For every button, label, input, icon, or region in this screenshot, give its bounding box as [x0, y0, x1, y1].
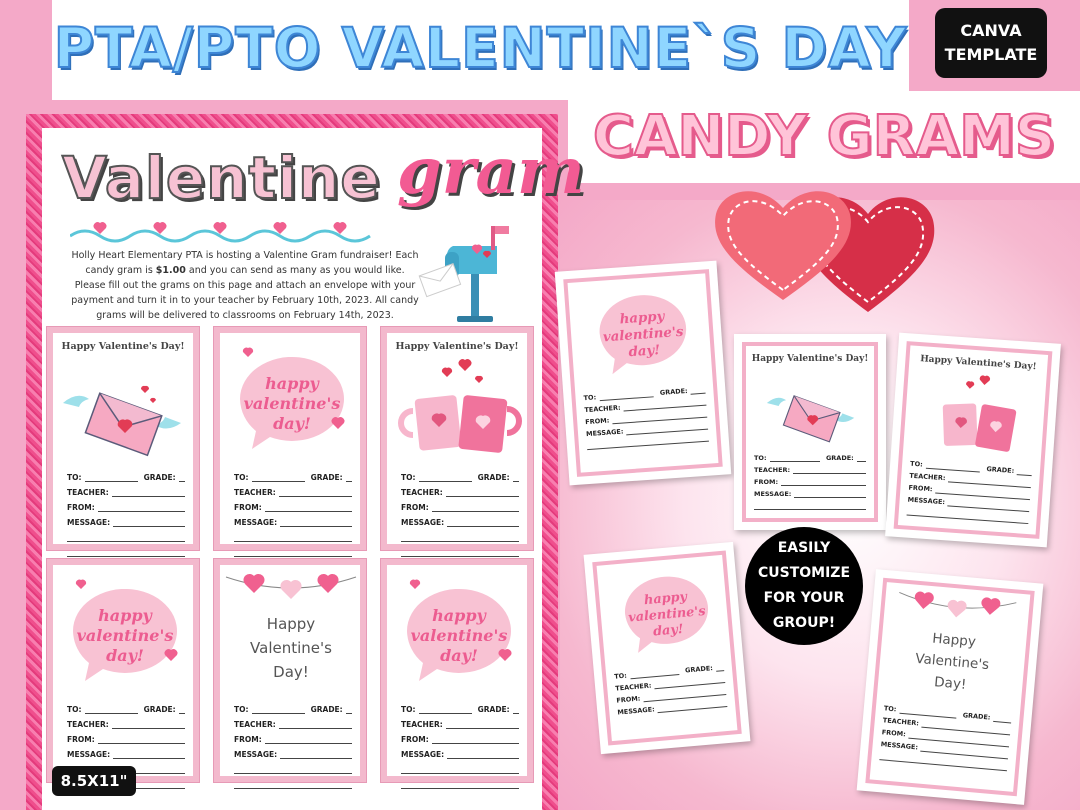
card-form [583, 382, 709, 450]
to-field[interactable] [85, 705, 138, 714]
card-form [401, 467, 519, 557]
to-label: TO: [909, 459, 924, 469]
speech-bubble-icon [220, 341, 362, 461]
teacher-label: TEACHER: [234, 488, 276, 497]
grade-label: GRADE: [477, 705, 510, 714]
customize-badge [745, 527, 863, 645]
message-field[interactable] [447, 750, 519, 759]
bubble-line-3: day! [273, 414, 311, 433]
message-label: MESSAGE: [234, 518, 278, 527]
to-field[interactable] [419, 473, 472, 482]
message-label: MESSAGE: [585, 427, 624, 439]
from-field[interactable] [432, 735, 519, 744]
grade-field[interactable] [179, 473, 185, 482]
grade-field[interactable] [993, 715, 1012, 724]
badge-line-1: CANVA [960, 21, 1022, 40]
grade-field[interactable] [346, 473, 352, 482]
speech-bubble-icon [53, 573, 195, 693]
customize-line-2: CUSTOMIZE [757, 565, 851, 581]
to-field[interactable] [419, 705, 472, 714]
gram-card-bubble [380, 558, 534, 783]
message-label: MESSAGE: [67, 518, 111, 527]
message-field[interactable] [794, 491, 866, 498]
grade-label: GRADE: [310, 705, 343, 714]
grade-label: GRADE: [825, 454, 854, 462]
card-form [67, 467, 185, 557]
teacher-field[interactable] [793, 467, 866, 474]
speech-bubble-icon [601, 559, 731, 665]
teacher-label: TEACHER: [882, 716, 920, 728]
card-form [614, 659, 728, 716]
teacher-label: TEACHER: [234, 720, 276, 729]
speech-bubble-icon [387, 573, 529, 693]
message-label: MESSAGE: [880, 740, 919, 752]
bubble-line-1: happy [432, 606, 486, 625]
card-title: Happy Valentine's Day! [61, 341, 185, 352]
hearts-wave-icon [70, 216, 380, 244]
preview-card-mugs [885, 333, 1061, 548]
coffee-mugs-icon [913, 366, 1041, 460]
bubble-line-3: day! [652, 621, 685, 640]
grade-field[interactable] [513, 705, 519, 714]
bubble-line-2: valentine's [627, 603, 707, 626]
love-letter-icon [756, 366, 868, 446]
bubble-line-1: happy [98, 606, 152, 625]
from-field[interactable] [265, 735, 352, 744]
card-form [754, 450, 866, 510]
bubble-line-2: valentine's [602, 323, 684, 346]
message-line[interactable] [401, 548, 519, 557]
grade-field[interactable] [716, 664, 725, 672]
bubble-line-1: happy [619, 308, 665, 328]
message-line[interactable] [234, 548, 352, 557]
bubble-line-2: valentine's [410, 626, 508, 645]
from-field[interactable] [781, 479, 866, 486]
teacher-field[interactable] [446, 488, 519, 497]
card-title: Happy Valentine's Day! [919, 354, 1037, 373]
message-line[interactable] [234, 765, 352, 774]
card-title: Happy Valentine's Day! [751, 354, 869, 364]
bubble-line-2: valentine's [76, 626, 174, 645]
customize-line-4: GROUP! [772, 615, 836, 631]
flyer-title-valentine: Valentine [62, 144, 381, 212]
message-field[interactable] [280, 518, 352, 527]
message-line[interactable] [401, 533, 519, 542]
banner-line-2: Valentine's [914, 650, 990, 674]
teacher-label: TEACHER: [67, 488, 109, 497]
message-field[interactable] [113, 750, 185, 759]
grade-label: GRADE: [143, 705, 176, 714]
from-field[interactable] [432, 503, 519, 512]
grade-field[interactable] [346, 705, 352, 714]
from-field[interactable] [265, 503, 352, 512]
from-label: FROM: [67, 735, 95, 744]
preview-card-bubble [584, 542, 751, 754]
flyer-content [42, 128, 585, 810]
teacher-field[interactable] [446, 720, 519, 729]
grade-field[interactable] [179, 705, 185, 714]
flyer-title-gram: gram [397, 134, 585, 209]
coffee-mugs-icon [387, 353, 529, 461]
to-label: TO: [234, 705, 249, 714]
to-label: TO: [401, 705, 416, 714]
grade-label: GRADE: [143, 473, 176, 482]
message-label: MESSAGE: [617, 705, 656, 717]
banner-line-3: Day! [933, 674, 968, 693]
to-label: TO: [613, 671, 628, 681]
title-banner [52, 0, 909, 100]
bubble-line-3: day! [106, 646, 144, 665]
message-line[interactable] [907, 509, 1029, 524]
to-label: TO: [883, 704, 897, 714]
card-form [234, 699, 352, 789]
message-label: MESSAGE: [67, 750, 111, 759]
bubble-line-2: valentine's [243, 394, 341, 413]
teacher-label: TEACHER: [754, 466, 791, 474]
bubble-line-1: happy [643, 589, 688, 609]
teacher-field[interactable] [112, 488, 185, 497]
from-label: FROM: [881, 728, 907, 739]
from-label: FROM: [585, 416, 610, 427]
message-label: MESSAGE: [234, 750, 278, 759]
subtitle: CANDY GRAMS [592, 104, 1056, 169]
to-field[interactable] [252, 473, 305, 482]
bubble-line-3: day! [628, 342, 661, 361]
grade-label: GRADE: [986, 465, 1015, 475]
message-line[interactable] [234, 780, 352, 789]
to-label: TO: [754, 454, 767, 462]
speech-bubble-icon [574, 278, 711, 387]
to-label: TO: [234, 473, 249, 482]
customize-line-1: EASILY [777, 540, 831, 556]
message-field[interactable] [657, 700, 727, 713]
from-label: FROM: [754, 478, 779, 486]
to-label: TO: [67, 473, 82, 482]
card-form [401, 699, 519, 789]
from-field[interactable] [98, 735, 185, 744]
intro-price: $1.00 [155, 265, 186, 276]
banner-line-1: Happy [931, 630, 977, 651]
from-label: FROM: [234, 735, 262, 744]
mailbox-icon [417, 208, 527, 328]
from-label: FROM: [401, 503, 429, 512]
teacher-label: TEACHER: [401, 488, 443, 497]
grade-field[interactable] [513, 473, 519, 482]
intro-part-1: Holly Heart Elementary PTA is hosting a Valentine Gram fundraiser! Each candy gram is [71, 250, 419, 276]
from-label: FROM: [401, 735, 429, 744]
grade-label: GRADE: [310, 473, 343, 482]
card-form [907, 456, 1033, 524]
grade-label: GRADE: [684, 664, 714, 675]
message-label: MESSAGE: [401, 750, 445, 759]
gram-card-bubble [213, 326, 367, 551]
message-line[interactable] [401, 780, 519, 789]
message-field[interactable] [280, 750, 352, 759]
teacher-label: TEACHER: [909, 471, 946, 483]
gram-card-envelope [46, 326, 200, 551]
message-field[interactable] [113, 518, 185, 527]
banner-line-3: Day! [273, 663, 309, 681]
subtitle-banner [568, 91, 1080, 183]
gram-card-mugs [380, 326, 534, 551]
message-line[interactable] [234, 533, 352, 542]
teacher-label: TEACHER: [401, 720, 443, 729]
heart-banner-icon [220, 569, 362, 693]
grade-label: GRADE: [477, 473, 510, 482]
grade-field[interactable] [690, 387, 705, 395]
canva-template-badge [935, 8, 1047, 78]
teacher-label: TEACHER: [584, 403, 621, 415]
big-hearts-icon [708, 180, 978, 320]
from-label: FROM: [234, 503, 262, 512]
to-field[interactable] [770, 455, 820, 462]
from-label: FROM: [67, 503, 95, 512]
card-form [234, 467, 352, 557]
card-form [879, 700, 1012, 771]
message-line[interactable] [67, 533, 185, 542]
bubble-line-3: day! [440, 646, 478, 665]
message-label: MESSAGE: [401, 518, 445, 527]
teacher-label: TEACHER: [614, 681, 652, 693]
message-line[interactable] [587, 435, 709, 450]
main-title: PTA/PTO VALENTINE`S DAY [53, 16, 908, 80]
message-line[interactable] [67, 548, 185, 557]
flyer-sheet [26, 114, 585, 810]
to-label: TO: [401, 473, 416, 482]
from-label: FROM: [616, 694, 641, 705]
to-label: TO: [67, 705, 82, 714]
gram-card-banner [213, 558, 367, 783]
badge-line-2: TEMPLATE [944, 45, 1038, 64]
customize-line-3: FOR YOUR [763, 590, 845, 606]
intro-part-2: and you can send as many as you would like. Please fill out the grams on this page and attach an envelope with your payment and turn it in to your teacher by February 10th, 2023. All candy grams will be delivered to classrooms on February 14th, 2023. [71, 265, 419, 321]
message-label: MESSAGE: [754, 490, 792, 498]
from-label: FROM: [908, 483, 933, 494]
message-line[interactable] [401, 765, 519, 774]
paper-size-badge: 8.5X11" [52, 766, 136, 796]
teacher-field[interactable] [112, 720, 185, 729]
teacher-field[interactable] [279, 720, 352, 729]
grade-label: GRADE: [659, 386, 688, 397]
teacher-label: TEACHER: [67, 720, 109, 729]
grade-label: GRADE: [962, 711, 991, 722]
preview-card-banner [857, 569, 1044, 805]
card-title: Happy Valentine's Day! [395, 341, 519, 352]
message-line[interactable] [754, 503, 866, 510]
to-label: TO: [583, 393, 597, 403]
preview-card-envelope [734, 334, 886, 530]
from-field[interactable] [98, 503, 185, 512]
gram-card-bubble [46, 558, 200, 783]
message-label: MESSAGE: [907, 495, 946, 507]
love-letter-icon [53, 353, 195, 461]
bubble-line-1: happy [265, 374, 319, 393]
grade-field[interactable] [857, 455, 866, 462]
grade-field[interactable] [1017, 468, 1032, 476]
banner-line-2: Valentine's [250, 639, 332, 657]
to-field[interactable] [252, 705, 305, 714]
teacher-field[interactable] [279, 488, 352, 497]
to-field[interactable] [85, 473, 138, 482]
message-field[interactable] [447, 518, 519, 527]
flyer-intro-text [70, 248, 420, 323]
heart-banner-icon [883, 585, 1024, 708]
banner-line-1: Happy [266, 615, 316, 633]
preview-card-bubble [555, 261, 732, 486]
